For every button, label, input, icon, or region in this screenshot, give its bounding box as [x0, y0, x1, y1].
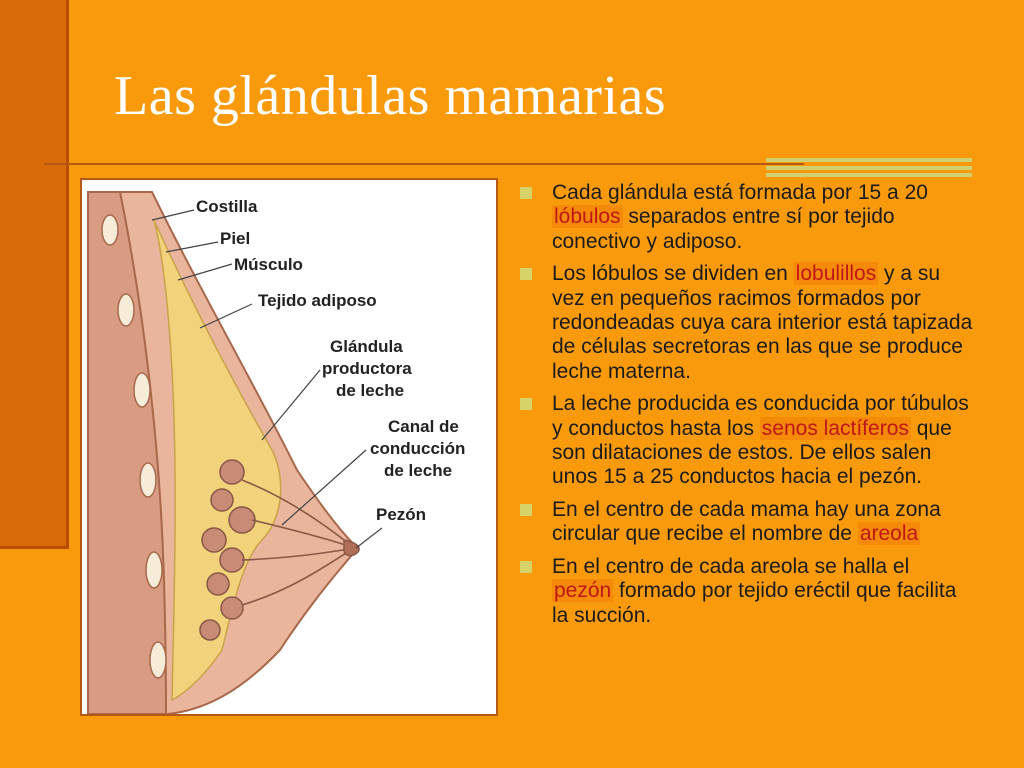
- bullet-square-icon: [520, 504, 532, 516]
- highlighted-term: lóbulos: [554, 205, 621, 229]
- bullet-text: que son dilataciones de estos. De ellos salen unos 15 a 25 conductos hacia el pezón.: [552, 416, 952, 489]
- bullet-text: Cada glándula está formada por 15 a 20: [552, 181, 928, 204]
- highlighted-term: areola: [859, 522, 919, 546]
- label-piel: Piel: [220, 229, 251, 248]
- label-costilla: Costilla: [196, 197, 258, 216]
- bullet-text: formado por tejido eréctil que facilita la succión.: [552, 579, 957, 627]
- bullet-square-icon: [520, 561, 532, 573]
- bullet-item: [514, 555, 974, 628]
- label-pezon: Pezón: [376, 505, 427, 524]
- slide-title: Las glándulas mamarias: [114, 65, 667, 127]
- highlighted-term: senos lactíferos: [761, 416, 909, 440]
- bullet-text: En el centro de cada areola se halla el: [552, 554, 910, 578]
- accent-line: [766, 173, 972, 177]
- title-divider: [44, 163, 804, 165]
- bullet-text: Los lóbulos se dividen en: [552, 262, 794, 286]
- bullet-text: En el centro de cada mama hay una zona circular que recibe el nombre de: [552, 497, 941, 546]
- label-de-leche: de leche: [336, 381, 405, 400]
- highlighted-term: pezón: [554, 579, 612, 603]
- bullet-list: [514, 181, 974, 636]
- bullet-text: separados entre sí por tejido conectivo y adiposo.: [552, 205, 895, 253]
- bullet-item: [514, 262, 974, 384]
- bullet-item: [514, 392, 974, 490]
- accent-line: [766, 166, 972, 170]
- bullet-item: [514, 181, 974, 254]
- highlighted-term: lobulillos: [795, 262, 877, 286]
- label-canal-de: Canal de: [388, 417, 459, 436]
- label-de-leche-2: de leche: [384, 461, 453, 480]
- left-decorative-bar: [0, 0, 69, 549]
- breast-anatomy-illustration: [82, 180, 496, 714]
- bullet-square-icon: [520, 268, 532, 280]
- breast-anatomy-figure: [80, 178, 498, 716]
- bullet-text: y a su vez en pequeños racimos formados por redondeadas cuya cara interior está tapizada de células secretoras en las que se produce leche materna.: [552, 262, 973, 383]
- label-musculo: Músculo: [234, 255, 303, 274]
- label-glandula: Glándula: [330, 337, 403, 356]
- accent-line: [766, 158, 972, 162]
- bullet-square-icon: [520, 187, 532, 199]
- bullet-item: [514, 498, 974, 547]
- bullet-square-icon: [520, 398, 532, 410]
- label-productora: productora: [322, 359, 412, 378]
- label-tejido-adiposo: Tejido adiposo: [258, 291, 377, 310]
- label-conduccion: conducción: [370, 439, 466, 458]
- bullet-text: La leche producida es conducida por túbulos y conductos hasta los: [552, 392, 969, 440]
